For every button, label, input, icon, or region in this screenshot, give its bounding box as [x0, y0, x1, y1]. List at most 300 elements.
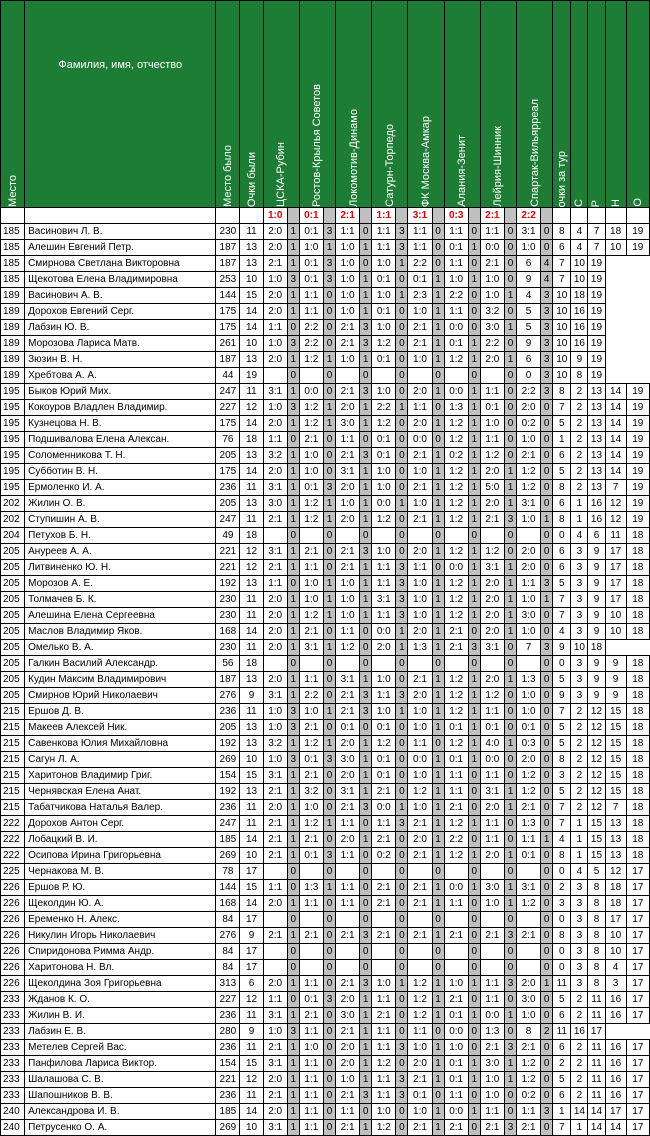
table-cell: 3 — [360, 544, 372, 560]
table-row — [1, 1088, 650, 1104]
table-cell: 1:1 — [480, 384, 504, 400]
col-points-was: Очки были — [240, 1, 263, 208]
table-cell: 3:0 — [517, 608, 541, 624]
table-cell: 0:1 — [408, 1088, 432, 1104]
table-cell: 1:2 — [444, 704, 468, 720]
table-cell: 2:1 — [517, 1120, 541, 1136]
table-cell: 1:0 — [299, 464, 323, 480]
table-cell: 3 — [571, 928, 588, 944]
player-name: Лабзин Ю. В. — [25, 320, 216, 336]
table-cell: 144 — [216, 288, 240, 304]
table-cell: 2:0 — [480, 464, 504, 480]
table-cell: 1:0 — [517, 240, 541, 256]
table-cell: 3 — [553, 768, 571, 784]
table-cell — [263, 864, 287, 880]
table-cell: 1 — [468, 512, 480, 528]
table-cell: 11 — [605, 528, 626, 544]
table-cell: 1:2 — [444, 432, 468, 448]
table-cell: 10 — [605, 944, 626, 960]
table-cell: 0 — [541, 1072, 553, 1088]
table-cell: 0 — [323, 528, 335, 544]
table-cell: 1 — [504, 496, 516, 512]
table-cell: 0 — [396, 464, 408, 480]
table-cell: 11 — [240, 816, 263, 832]
table-cell: 2:1 — [263, 256, 287, 272]
table-row — [1, 592, 650, 608]
table-cell — [299, 944, 323, 960]
table-cell: 2:0 — [263, 896, 287, 912]
table-cell: 3 — [396, 688, 408, 704]
table-cell: 1:0 — [408, 576, 432, 592]
table-cell: 1 — [468, 1056, 480, 1072]
col-match-4: Сатурн-Торпедо — [372, 1, 408, 208]
table-cell: 2:1 — [408, 672, 432, 688]
table-cell: 1:1 — [299, 1024, 323, 1040]
table-cell: 0 — [323, 832, 335, 848]
table-cell: 1:1 — [408, 400, 432, 416]
table-cell: 0 — [553, 528, 571, 544]
table-cell: 6 — [553, 560, 571, 576]
table-cell: 261 — [216, 336, 240, 352]
table-cell: 1:2 — [372, 416, 396, 432]
table-cell: 0:1 — [299, 224, 323, 240]
table-cell: 3 — [504, 928, 516, 944]
table-cell: 0 — [396, 912, 408, 928]
place-cell: 226 — [1, 976, 25, 992]
table-cell: 2 — [571, 1072, 588, 1088]
table-cell — [372, 960, 396, 976]
table-cell: 0:1 — [299, 752, 323, 768]
table-cell: 2:1 — [408, 1072, 432, 1088]
table-row — [1, 704, 650, 720]
table-cell: 10 — [553, 352, 571, 368]
table-row — [1, 800, 650, 816]
result-4: 1:1 — [372, 208, 396, 224]
table-cell: 2:1 — [408, 480, 432, 496]
table-cell: 2:1 — [408, 512, 432, 528]
table-cell: 13 — [240, 720, 263, 736]
table-cell: 0 — [504, 304, 516, 320]
table-cell: 1:2 — [372, 1056, 396, 1072]
table-cell: 11 — [240, 224, 263, 240]
table-cell: 0 — [504, 752, 516, 768]
table-cell: 3 — [360, 976, 372, 992]
table-row — [1, 944, 650, 960]
table-cell: 1:1 — [336, 432, 360, 448]
table-cell: 2:2 — [299, 336, 323, 352]
table-cell: 0 — [541, 848, 553, 864]
table-cell: 0 — [323, 1104, 335, 1120]
table-cell: 12 — [588, 720, 605, 736]
table-cell: 0:1 — [372, 768, 396, 784]
table-cell: 3:1 — [480, 784, 504, 800]
table-cell: 0 — [504, 224, 516, 240]
table-cell: 12 — [588, 752, 605, 768]
table-cell: 12 — [240, 560, 263, 576]
table-cell — [444, 656, 468, 672]
table-cell: 0 — [323, 656, 335, 672]
table-cell: 12 — [605, 496, 626, 512]
table-cell: 1 — [432, 816, 444, 832]
table-cell: 4 — [571, 240, 588, 256]
table-cell: 1:1 — [480, 704, 504, 720]
col-match-1: ЦСКА-Рубин — [263, 1, 299, 208]
table-cell: 0 — [323, 800, 335, 816]
table-cell: 0:2 — [517, 1088, 541, 1104]
table-cell: 18 — [605, 896, 626, 912]
table-cell: 18 — [626, 720, 649, 736]
table-cell: 1 — [432, 1008, 444, 1024]
player-name: Зюзин В. Н. — [25, 352, 216, 368]
table-cell: 4 — [553, 832, 571, 848]
table-cell: 0 — [396, 752, 408, 768]
table-cell: 1 — [468, 400, 480, 416]
table-cell: 236 — [216, 1008, 240, 1024]
table-cell: 2:0 — [336, 1056, 360, 1072]
place-cell: 185 — [1, 272, 25, 288]
table-cell: 10 — [605, 608, 626, 624]
table-cell: 19 — [588, 368, 605, 384]
table-cell: 0:1 — [299, 272, 323, 288]
table-cell: 0 — [287, 320, 299, 336]
table-cell: 168 — [216, 624, 240, 640]
table-cell: 1 — [432, 688, 444, 704]
table-cell: 1 — [504, 1056, 516, 1072]
table-cell: 1:0 — [336, 592, 360, 608]
table-cell: 1 — [432, 464, 444, 480]
table-cell: 0:3 — [517, 736, 541, 752]
table-cell: 2:1 — [336, 1024, 360, 1040]
table-cell: 2 — [571, 1040, 588, 1056]
table-cell: 2:0 — [263, 800, 287, 816]
table-cell: 12 — [605, 864, 626, 880]
table-cell: 2:3 — [408, 288, 432, 304]
table-cell: 18 — [626, 688, 649, 704]
table-cell: 17 — [626, 928, 649, 944]
table-cell: 0 — [396, 544, 408, 560]
table-cell: 1 — [468, 496, 480, 512]
table-cell: 3 — [571, 688, 588, 704]
table-row — [1, 1024, 650, 1040]
table-cell: 1:0 — [372, 544, 396, 560]
table-cell: 2:0 — [336, 400, 360, 416]
table-cell — [263, 528, 287, 544]
table-cell: 1 — [360, 784, 372, 800]
table-cell: 2:2 — [372, 400, 396, 416]
table-cell — [372, 528, 396, 544]
table-cell: 2:0 — [336, 832, 360, 848]
table-cell: 3:0 — [480, 880, 504, 896]
table-cell: 2:0 — [480, 800, 504, 816]
table-cell: 1 — [432, 544, 444, 560]
table-cell — [517, 656, 541, 672]
player-name: Соломенникова Т. Н. — [25, 448, 216, 464]
table-cell: 1 — [468, 240, 480, 256]
table-cell: 15 — [240, 768, 263, 784]
table-cell: 2 — [571, 480, 588, 496]
table-cell: 1 — [432, 1056, 444, 1072]
table-cell: 13 — [240, 256, 263, 272]
table-row — [1, 960, 650, 976]
table-cell: 1:0 — [408, 464, 432, 480]
player-name: Хребтова А. А. — [25, 368, 216, 384]
table-cell: 19 — [626, 480, 649, 496]
table-cell: 1 — [432, 1040, 444, 1056]
table-cell: 0 — [396, 672, 408, 688]
table-cell: 1:0 — [517, 688, 541, 704]
table-cell: 15 — [605, 736, 626, 752]
table-cell: 13 — [240, 736, 263, 752]
table-cell: 185 — [216, 1104, 240, 1120]
table-cell: 2:1 — [372, 928, 396, 944]
table-cell: 0 — [432, 368, 444, 384]
table-cell: 6 — [553, 496, 571, 512]
table-cell: 1 — [360, 464, 372, 480]
table-cell: 3 — [504, 512, 516, 528]
table-cell: 1:0 — [480, 1088, 504, 1104]
col-s: С — [571, 1, 588, 208]
table-cell: 3:1 — [263, 384, 287, 400]
table-cell: 10 — [553, 320, 571, 336]
table-cell: 0 — [553, 912, 571, 928]
table-cell: 1:2 — [299, 416, 323, 432]
table-cell: 0 — [468, 368, 480, 384]
table-cell: 1:2 — [299, 352, 323, 368]
player-name: Ступишин А. В. — [25, 512, 216, 528]
table-row — [1, 1072, 650, 1088]
table-cell: 9 — [240, 1024, 263, 1040]
table-cell: 8 — [588, 944, 605, 960]
table-cell: 0 — [504, 448, 516, 464]
table-cell: 1:0 — [372, 384, 396, 400]
table-cell: 1:0 — [517, 704, 541, 720]
table-cell: 1 — [396, 800, 408, 816]
table-row — [1, 672, 650, 688]
table-cell: 5 — [553, 672, 571, 688]
player-name: Маслов Владимир Яков. — [25, 624, 216, 640]
table-cell: 2:0 — [480, 608, 504, 624]
table-cell: 4 — [517, 288, 541, 304]
table-cell: 1:1 — [408, 560, 432, 576]
result-3: 2:1 — [336, 208, 360, 224]
table-cell: 13 — [588, 448, 605, 464]
table-cell: 1 — [432, 640, 444, 656]
table-cell: 11 — [240, 480, 263, 496]
table-cell: 3:2 — [299, 784, 323, 800]
table-row — [1, 224, 650, 240]
table-cell: 1 — [504, 480, 516, 496]
table-cell: 3 — [360, 320, 372, 336]
table-cell: 11 — [553, 976, 571, 992]
table-cell: 1:2 — [408, 1008, 432, 1024]
table-cell: 3 — [287, 400, 299, 416]
table-cell: 1:2 — [517, 784, 541, 800]
table-cell: 0 — [541, 1056, 553, 1072]
table-cell: 221 — [216, 560, 240, 576]
table-cell: 0 — [323, 784, 335, 800]
table-cell: 1:1 — [372, 816, 396, 832]
table-cell: 0 — [323, 384, 335, 400]
table-cell: 0 — [504, 944, 516, 960]
table-cell: 1 — [396, 640, 408, 656]
table-cell: 3 — [360, 1088, 372, 1104]
table-cell: 0 — [396, 528, 408, 544]
table-cell: 5 — [553, 576, 571, 592]
table-cell: 1 — [287, 608, 299, 624]
table-cell: 2:0 — [517, 544, 541, 560]
table-cell: 0:1 — [517, 720, 541, 736]
table-cell: 2:0 — [263, 416, 287, 432]
table-cell: 0 — [396, 1104, 408, 1120]
place-cell: 233 — [1, 992, 25, 1008]
table-cell: 3 — [323, 992, 335, 1008]
table-cell — [517, 944, 541, 960]
table-cell: 14 — [240, 832, 263, 848]
player-name: Толмачев Б. К. — [25, 592, 216, 608]
player-name: Дорохов Евгений Серг. — [25, 304, 216, 320]
table-cell — [372, 656, 396, 672]
table-cell: 0 — [396, 320, 408, 336]
table-cell: 1:2 — [444, 464, 468, 480]
table-cell: 78 — [216, 864, 240, 880]
table-cell: 1:0 — [263, 704, 287, 720]
table-cell: 18 — [605, 224, 626, 240]
table-cell: 1 — [504, 736, 516, 752]
table-cell: 3 — [571, 672, 588, 688]
table-cell: 1:2 — [444, 848, 468, 864]
table-cell: 9 — [571, 352, 588, 368]
table-cell: 1 — [323, 592, 335, 608]
table-cell: 1:0 — [263, 336, 287, 352]
table-cell: 1:0 — [372, 480, 396, 496]
table-cell: 1 — [571, 848, 588, 864]
table-cell: 1:0 — [408, 768, 432, 784]
table-cell: 2:1 — [517, 448, 541, 464]
table-cell: 0 — [541, 432, 553, 448]
table-cell: 3:1 — [263, 688, 287, 704]
player-name: Сагун Л. А. — [25, 752, 216, 768]
table-cell: 1 — [360, 1072, 372, 1088]
table-cell: 10 — [571, 256, 588, 272]
table-cell: 1 — [287, 896, 299, 912]
table-cell: 1 — [287, 688, 299, 704]
table-cell: 1 — [468, 544, 480, 560]
table-cell: 0 — [432, 1088, 444, 1104]
table-cell: 175 — [216, 464, 240, 480]
table-cell: 2:1 — [336, 688, 360, 704]
table-cell: 3 — [287, 336, 299, 352]
place-cell: 215 — [1, 784, 25, 800]
table-cell: 0 — [287, 992, 299, 1008]
table-cell: 1:2 — [444, 512, 468, 528]
table-cell: 1:0 — [336, 304, 360, 320]
table-cell: 1:0 — [336, 272, 360, 288]
table-cell: 3 — [541, 288, 553, 304]
table-cell: 1:1 — [372, 1040, 396, 1056]
table-cell: 14 — [588, 1120, 605, 1136]
header-row — [1, 1, 650, 208]
table-cell: 12 — [588, 768, 605, 784]
table-cell: 3 — [287, 1024, 299, 1040]
player-name: Ершов Р. Ю. — [25, 880, 216, 896]
table-cell: 7 — [517, 640, 541, 656]
table-cell: 1 — [432, 896, 444, 912]
table-cell: 1 — [432, 928, 444, 944]
table-cell: 15 — [588, 848, 605, 864]
table-cell: 2 — [571, 800, 588, 816]
table-cell: 0 — [468, 1088, 480, 1104]
table-cell: 1 — [432, 272, 444, 288]
table-cell: 0:1 — [299, 480, 323, 496]
table-cell: 14 — [605, 432, 626, 448]
table-cell: 1:0 — [263, 400, 287, 416]
table-row — [1, 736, 650, 752]
table-cell: 0 — [323, 864, 335, 880]
table-cell: 18 — [571, 288, 588, 304]
result-1: 1:0 — [263, 208, 287, 224]
table-cell: 236 — [216, 480, 240, 496]
table-cell: 10 — [605, 240, 626, 256]
table-cell: 0:0 — [444, 880, 468, 896]
table-cell: 1:1 — [408, 240, 432, 256]
table-cell — [299, 864, 323, 880]
table-cell: 0 — [287, 576, 299, 592]
table-cell: 11 — [240, 1008, 263, 1024]
table-cell: 2:1 — [480, 512, 504, 528]
table-cell: 5 — [553, 464, 571, 480]
table-cell: 1:1 — [372, 576, 396, 592]
table-cell: 1:1 — [299, 1120, 323, 1136]
table-cell: 18 — [588, 640, 605, 656]
table-row — [1, 464, 650, 480]
table-cell: 16 — [605, 1088, 626, 1104]
table-cell: 1 — [432, 480, 444, 496]
table-cell: 2:1 — [299, 768, 323, 784]
table-cell: 0 — [360, 528, 372, 544]
table-cell: 0 — [468, 960, 480, 976]
table-cell: 2 — [571, 736, 588, 752]
place-cell: 204 — [1, 528, 25, 544]
table-cell: 2:1 — [517, 800, 541, 816]
table-cell: 11 — [588, 1088, 605, 1104]
table-row — [1, 816, 650, 832]
table-cell — [263, 656, 287, 672]
table-cell: 1 — [432, 1104, 444, 1120]
table-cell: 2 — [571, 1056, 588, 1072]
table-cell: 1 — [360, 304, 372, 320]
table-cell: 0:2 — [517, 416, 541, 432]
table-cell: 0 — [541, 224, 553, 240]
table-cell: 10 — [571, 272, 588, 288]
table-cell: 1:2 — [299, 608, 323, 624]
table-cell: 3:1 — [372, 592, 396, 608]
table-cell: 13 — [240, 448, 263, 464]
table-cell: 2:0 — [408, 384, 432, 400]
table-cell: 1 — [541, 592, 553, 608]
table-cell: 0 — [504, 992, 516, 1008]
table-cell: 6 — [240, 976, 263, 992]
table-cell: 12 — [588, 784, 605, 800]
table-cell: 1:2 — [444, 576, 468, 592]
table-cell: 1:0 — [480, 288, 504, 304]
table-cell — [372, 368, 396, 384]
table-cell: 2:1 — [372, 784, 396, 800]
place-cell: 233 — [1, 1040, 25, 1056]
table-cell: 1 — [504, 464, 516, 480]
table-cell: 0 — [541, 752, 553, 768]
table-cell: 3 — [396, 592, 408, 608]
table-row — [1, 896, 650, 912]
